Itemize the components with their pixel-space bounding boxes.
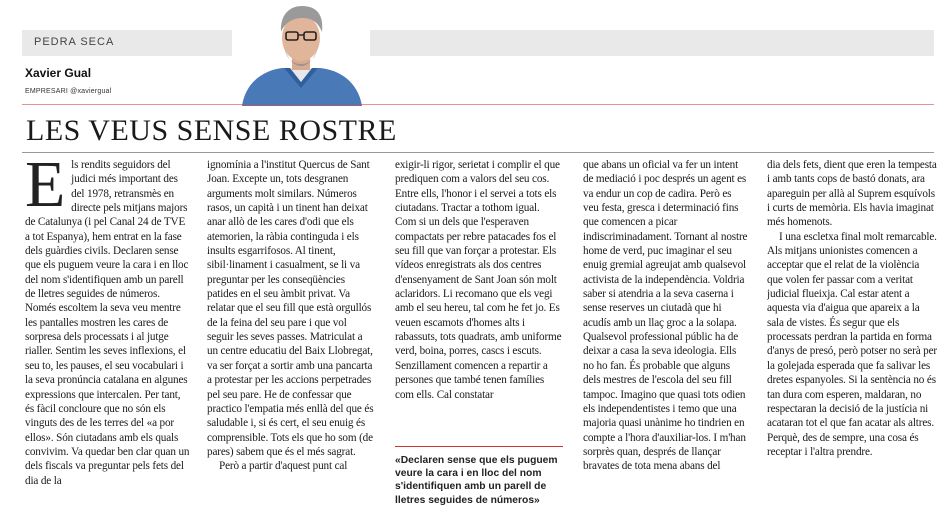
column-paragraph: ignomínia a l'institut Quercus de Sant Joan. Excepte un, tots desgranen arguments molt similars. Números rasos, un capità i un tinent han deixat anar allò de les cares d'odi que els atemorien, la ràbia continguda i els insults esgarrifosos. Al tinent, sibil·linament i casualment, se li va preguntar per les conseqüències patides en el seu àmbit privat. Va relatar que el seu fill que està orgullós de la feina del seu pare i que vol seguir les seves passes. Matriculat a un centre educatiu del Baix Llobregat, va ser forçat a sortir amb una pancarta a protestar per les accions perpetrades pel seu pare. He de confessar que practico l'empatia més enllà del que és saludable i, si és cert, el seu enuig és comprensible. Tots els que ho som (de pares) sabem que és el més sagrat. <box>207 159 374 458</box>
pullquote: «Declaren sense que els puguem veure la cara i en lloc del nom s'identifiquen amb un parell de lletres seguides de números» <box>395 455 558 506</box>
author-portrait <box>232 2 370 106</box>
pullquote-rule <box>395 446 563 447</box>
header-rule <box>22 104 934 105</box>
column-paragraph: dia dels fets, dient que eren la tempesta i amb tants cops de bastó donats, ara apareguin per allà al Suprem esquívols i curts de memòria. Els havia imaginat més homenots. <box>767 159 937 229</box>
article-column-2 <box>207 158 375 518</box>
section-label: PEDRA SECA <box>34 36 115 48</box>
headline-rule <box>22 152 934 153</box>
article-column-5 <box>767 158 937 518</box>
column-paragraph: exigir-li rigor, serietat i complir el que prediquen com a valors del seu cos. Entre ells, l'honor i el servei a tots els ciutadans. Tractar a tothom igual. Com si un dels que l'esperaven compactats per rebre patacades fos el seu fill que van forçar a protestar. Els vídeos enregistrats als dos centres d'ensenyament de Sant Joan són molt aclaridors. Li recomano que els vegi amb el seu hereu, tal com he fet jo. Es veuen escamots d'homes alts i rabassuts, tots quadrats, amb uniforme verd, boina, porres, cascs i escuts. Senzillament comencen a repartir a persones que també tenen famílies com ells. Cal constatar <box>395 159 562 401</box>
column-paragraph: ls rendits seguidors del judici més important des del 1978, retransmès en directe pels mitjans majors de Catalunya (i pel Canal 24 de TVE a tot Espanya), hem entrat en la fase dels guàrdies civils. Declaren sense que els puguem veure la cara i en lloc del nom s'identifiquen amb un parell de lletres seguides de números. Només escoltem la seva veu mentre les pantalles mostren les cares de sorpresa dels processats i al jutge rialler. Sentim les seves inflexions, el seu to, les pauses, el seu vocabulari i la seva pronúncia catalana en algunes expressions que intercalen. Per tant, és fàcil concloure que no són els vinguts des de les terres del «a por ellos». Són ciutadans amb els quals convivim. Va quedar ben clar quan un dels fiscals va preguntar pels fets del dia de la <box>25 159 190 487</box>
author-role: EMPRESARI @xaviergual <box>25 88 112 95</box>
section-bar <box>22 30 934 56</box>
article-column-1 <box>25 158 191 518</box>
column-paragraph: Però a partir d'aquest punt cal <box>219 460 348 473</box>
article-headline: LES VEUS SENSE ROSTRE <box>26 114 397 147</box>
column-paragraph: I una escletxa final molt remarcable. Als mitjans unionistes comencen a acceptar que el relat de la violència que volen fer passar com a veritat judicial flueixja. Cal estar atent a aquesta via d'aigua que apareix a la sala de vistes. És segur que els processats perdran la partida en forma d'anys de presó, però potser no serà per la golejada esperada que fa salivar les dretes espanyoles. Si la sentència no és tan dura com esperen, maldaran, no respectaran la decisió de la justícia ni acataran tot el que fan acatar als altres. Perquè, des de sempre, una cosa és receptar i l'altra prendre. <box>767 230 937 458</box>
drop-cap: E <box>25 158 66 221</box>
author-name: Xavier Gual <box>25 66 92 80</box>
article-column-4 <box>583 158 749 518</box>
column-paragraph: que abans un oficial va fer un intent de mediació i poc després un agent es va endur un cop de cadira. Però es veu festa, gresca i determinació fins que comencen a picar indiscriminadament. Tornant al nostre home de verd, puc imaginar el seu enuig gremial agreujat amb qualsevol activista de la independència. Voldria saber si atendria a la seva caserna i sense reserves un ciutadà que hi acudís amb un llaç groc a la solapa. Qualsevol professional públic ha de deixar a casa la seva ideologia. Ells no ho fan. És probable que alguns dels mestres de l'escola del seu fill tampoc. Imagino que quasi tots odien els independentistes i temo que una majoria quasi unànime ho tindrien en compte a l'hora d'auxiliar-los. I m'han sorprès quan, després de llançar bravates de tota mena abans del <box>583 159 748 473</box>
